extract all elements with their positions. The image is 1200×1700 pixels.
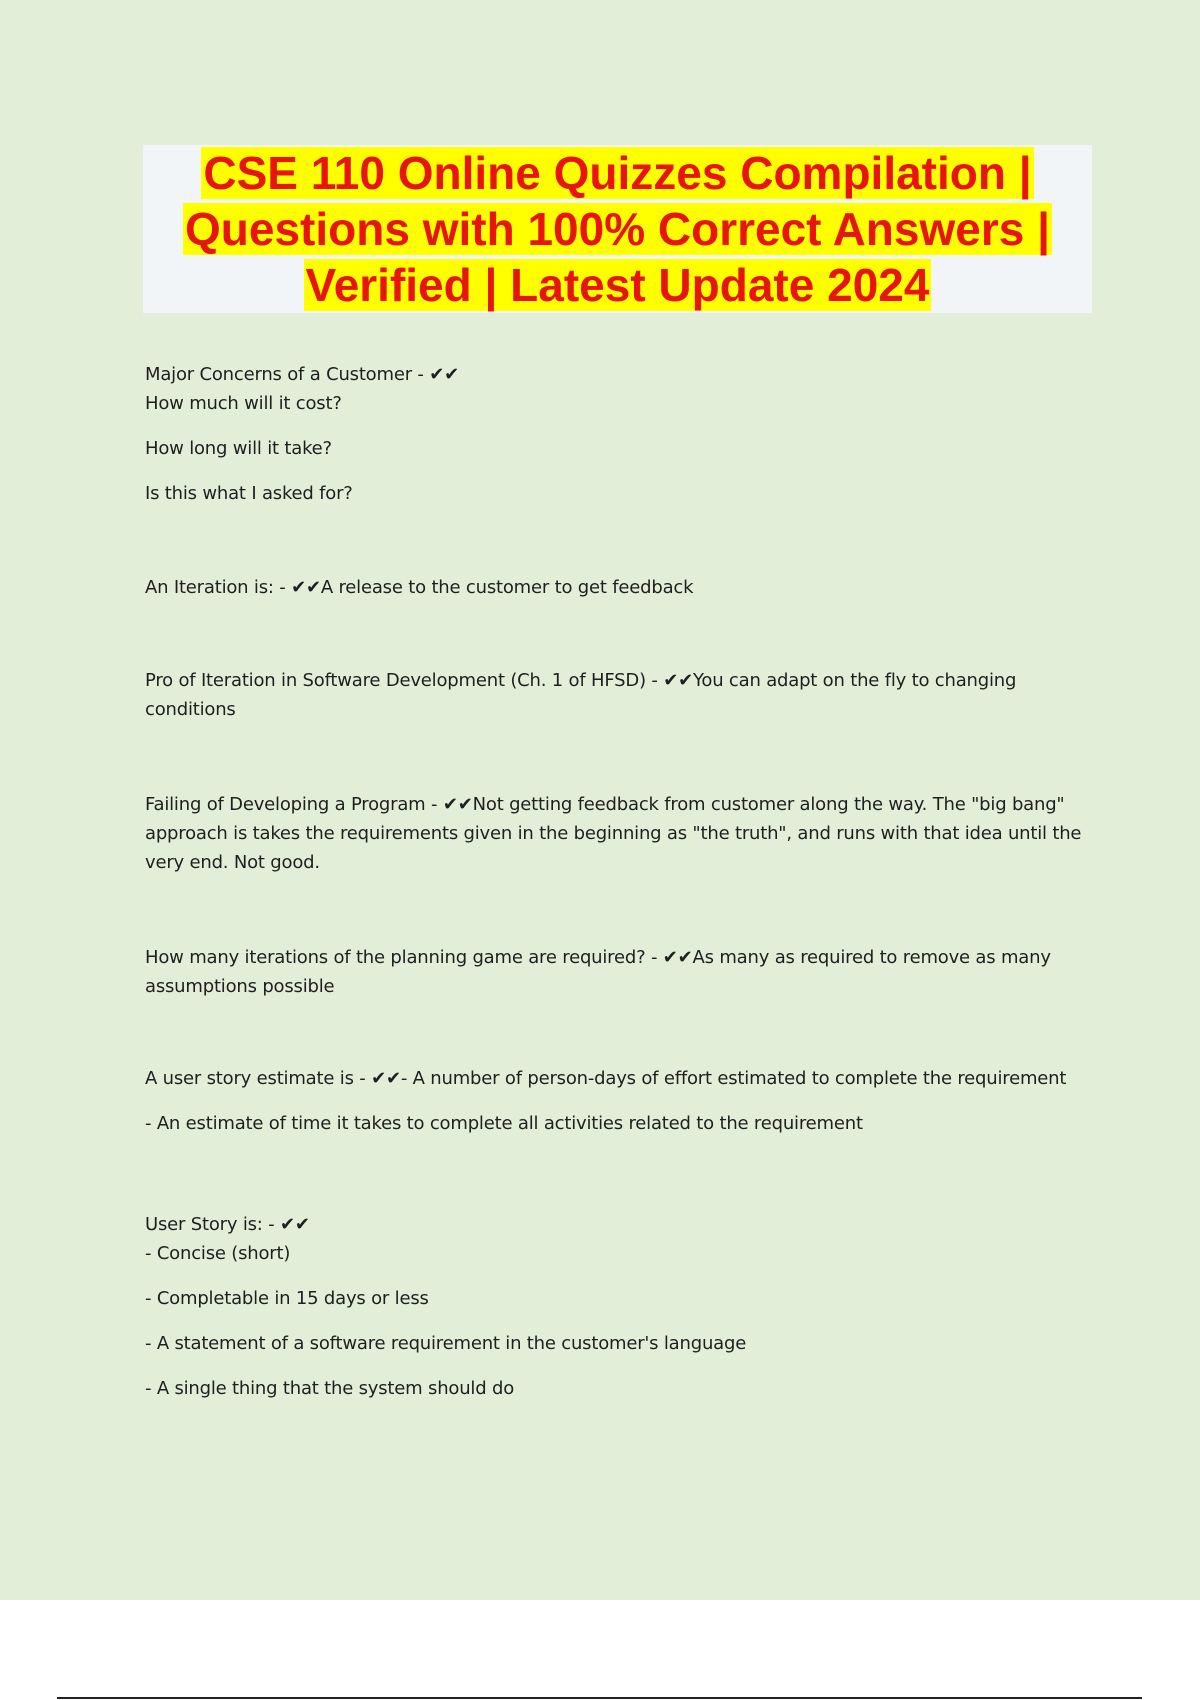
qa-item-iteration-pro	[145, 666, 1105, 724]
answer-line: - A statement of a software requirement in the customer's language	[145, 1333, 747, 1354]
document-title: CSE 110 Online Quizzes Compilation | Questions with 100% Correct Answers | Verified | Latest Update 2024	[185, 147, 1050, 311]
answer-line: How long will it take?	[145, 438, 332, 459]
footer-divider	[57, 1697, 1142, 1699]
answer-line: - Concise (short)	[145, 1243, 291, 1264]
question-text: Major Concerns of a Customer - ✔✔	[145, 364, 460, 385]
answer-line: - An estimate of time it takes to complete all activities related to the requirement	[145, 1113, 863, 1134]
question-text: Pro of Iteration in Software Development (Ch. 1 of HFSD) - ✔✔You can adapt on the fly to changing conditions	[145, 670, 1017, 720]
qa-item-story-estimate	[145, 1064, 1105, 1138]
question-text: An Iteration is: - ✔✔A release to the customer to get feedback	[145, 577, 694, 598]
answer-line: How much will it cost?	[145, 393, 342, 414]
qa-item-customer-concerns	[145, 360, 1105, 508]
answer-line: - Completable in 15 days or less	[145, 1288, 429, 1309]
title-box	[143, 145, 1092, 313]
qa-item-failing	[145, 790, 1105, 877]
qa-item-iteration	[145, 573, 1105, 602]
question-text: A user story estimate is - ✔✔- A number of person-days of effort estimated to complete the requirement	[145, 1068, 1067, 1089]
answer-line: - A single thing that the system should do	[145, 1378, 515, 1399]
question-text: How many iterations of the planning game are required? - ✔✔As many as required to remove as many assumptions possible	[145, 947, 1051, 997]
qa-item-planning-iterations	[145, 943, 1105, 1001]
question-text: User Story is: - ✔✔	[145, 1214, 310, 1235]
question-text: Failing of Developing a Program - ✔✔Not getting feedback from customer along the way. The "big bang" approach is takes the requirements given in the beginning as "the truth", and runs with that idea until the very end. Not good.	[145, 794, 1082, 873]
answer-line: Is this what I asked for?	[145, 483, 353, 504]
qa-item-user-story	[145, 1210, 1105, 1403]
